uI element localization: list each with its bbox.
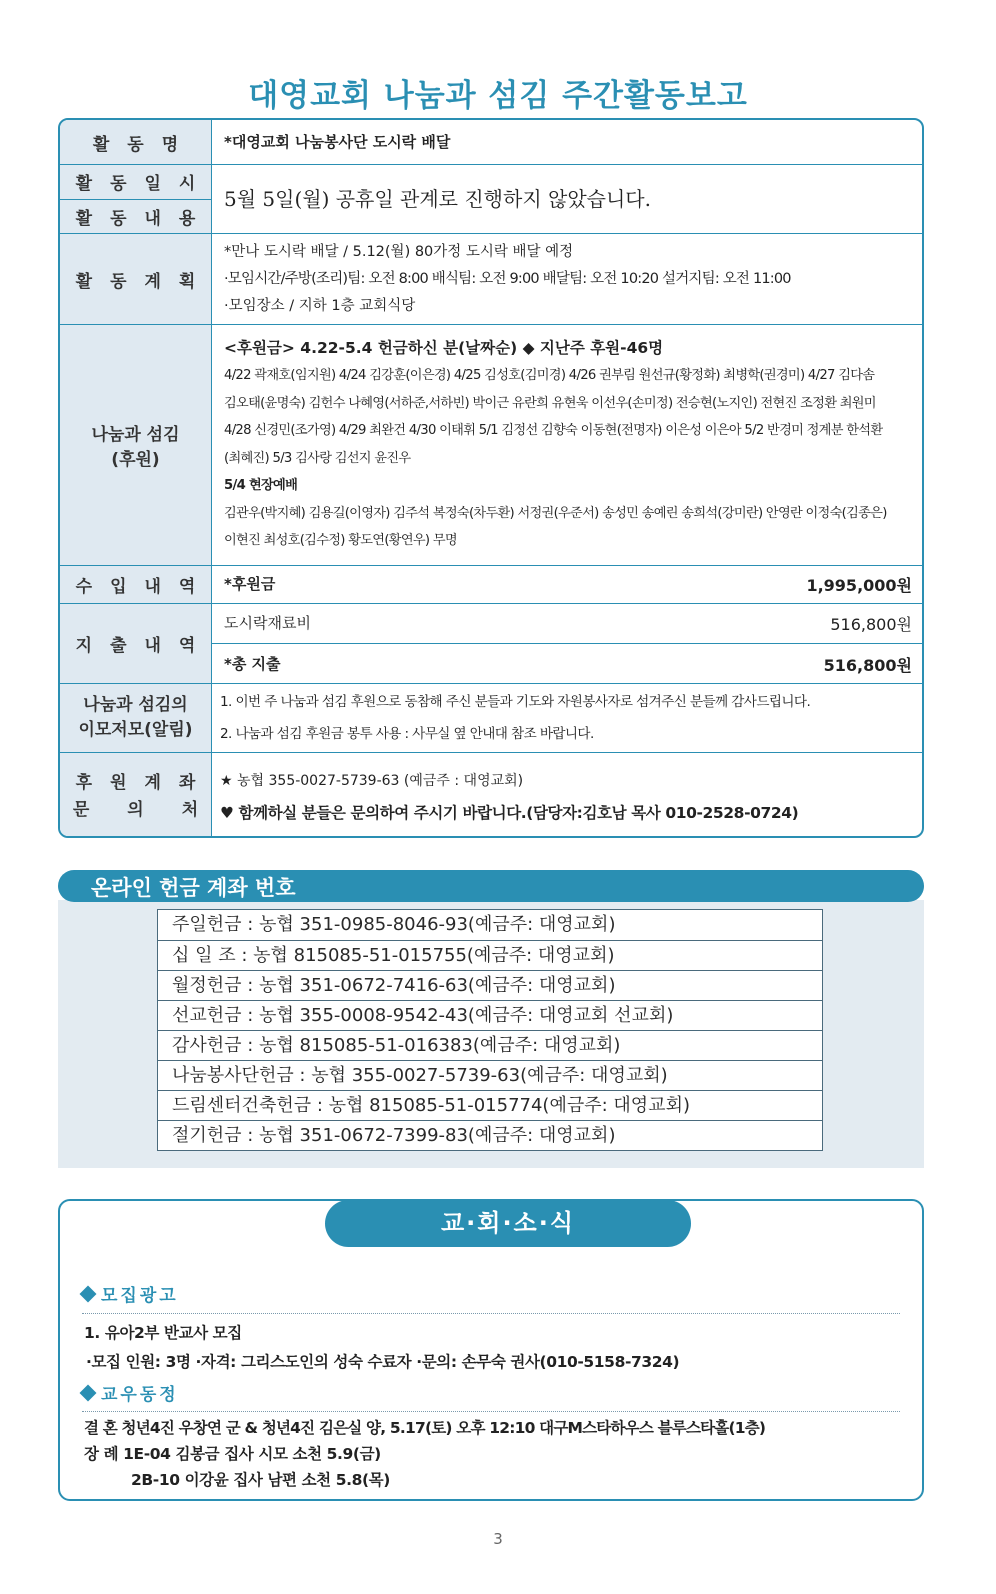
recruit-section-title — [82, 1281, 179, 1306]
date-content-row — [60, 164, 922, 233]
sharing-sub-header: 5/4 현장예배 — [224, 478, 298, 493]
online-accounts-title: 온라인 헌금 계좌 번호 — [91, 876, 296, 900]
plan-line-1: *만나 도시락 배달 / 5.12(월) 80가정 도시락 배달 예정 — [224, 243, 574, 260]
account-row-1: 주일헌금 : 농협 351-0985-8046-93(예금주: 대영교회) — [172, 914, 616, 935]
account-row-8: 절기헌금 : 농협 351-0672-7399-83(예금주: 대영교회) — [158, 1120, 822, 1150]
sharing-line-3: 4/28 신경민(조가영) 4/29 최완건 4/30 이태휘 5/1 김정선 김향숙 이동현(전명자) 이은성 이은아 5/2 반경미 정계분 한석환 — [224, 423, 883, 438]
diamond-icon — [80, 1385, 97, 1402]
sharing-line-2: 김오태(윤명숙) 김헌수 나혜영(서하준,서하빈) 박이근 유란희 유현욱 이선우(손미정) 전승현(노지인) 전현진 조정환 최원미 — [224, 395, 876, 411]
inquiry-label: 문의처 — [72, 799, 237, 820]
activity-name-value: *대영교회 나눔봉사단 도시락 배달 — [224, 132, 451, 151]
sharing-line-1: 4/22 곽재호(임지원) 4/24 김강훈(이은경) 4/25 김성호(김미경) 4/26 권부림 원선규(황정화) 최병학(권경미) 4/27 김다솜 — [224, 368, 875, 383]
members-title-text: 교우동정 — [101, 1385, 179, 1405]
online-accounts-table — [157, 909, 823, 1151]
activity-name-row — [60, 120, 922, 164]
account-row-7: 드림센터건축헌금 : 농협 815085-51-015774(예금주: 대영교회) — [158, 1090, 822, 1120]
sharing-line-4: (최혜진) 5/3 김사랑 김선지 윤진우 — [224, 450, 411, 466]
diamond-icon — [80, 1286, 97, 1303]
notice-label-2: 이모저모(알림) — [78, 720, 193, 740]
sharing-row — [60, 324, 922, 565]
content-label: 활동내용 — [75, 208, 214, 229]
account-row — [60, 752, 922, 838]
account-row-2: 십 일 조 : 농협 815085-51-015755(예금주: 대영교회) — [158, 940, 822, 970]
account-value: ★ 농협 355-0027-5739-63 (예금주 : 대영교회) — [220, 772, 524, 789]
funeral-notice-2: 2B-10 이강윤 집사 남편 소천 5.8(목) — [131, 1471, 390, 1489]
plan-line-2: ·모임시간/주방(조리)팀: 오전 8:00 배식팀: 오전 9:00 배달팀: 오전 10:20 설거지팀: 오전 11:00 — [224, 270, 791, 287]
income-item: *후원금 — [224, 575, 276, 593]
income-amount: 1,995,000원 — [806, 576, 912, 595]
expense-amount: 516,800원 — [830, 615, 912, 634]
expense-label: 지출내역 — [75, 636, 214, 656]
church-news-tab: 교·회·소·식 — [325, 1200, 691, 1247]
inquiry-value: ♥ 함께하실 분들은 문의하여 주시기 바랍니다.(담당자:김호남 목사 010-2528-0724) — [220, 803, 799, 822]
plan-line-3: ·모임장소 / 지하 1층 교회식당 — [224, 297, 416, 314]
account-label: 후원계좌 — [75, 772, 214, 793]
sharing-line-6: 이현진 최성호(김수정) 황도연(황연우) 무명 — [224, 533, 457, 548]
notice-line-1: 1. 이번 주 나눔과 섬김 후원으로 동참해 주신 분들과 기도와 자원봉사자로 섬겨주신 분들께 감사드립니다. — [220, 694, 811, 710]
recruit-item: 1. 유아2부 반교사 모집 — [84, 1324, 242, 1342]
sharing-label-1: 나눔과 섬김 — [91, 425, 180, 445]
expense-total-amount: 516,800원 — [823, 655, 912, 675]
page-number: 3 — [493, 1530, 503, 1548]
date-label: 활동일시 — [75, 174, 214, 195]
plan-row — [60, 233, 922, 324]
funeral-notice-1: 장 례 1E-04 김봉금 집사 시모 소천 5.9(금) — [84, 1445, 381, 1463]
recruit-title-text: 모집광고 — [101, 1286, 179, 1306]
sharing-label-2: (후원) — [111, 450, 160, 470]
sharing-header: <후원금> 4.22-5.4 헌금하신 분(날짜순) ◆ 지난주 후원-46명 — [224, 339, 664, 357]
notice-line-2: 2. 나눔과 섬김 후원금 봉투 사용 : 사무실 옆 안내대 참조 바랍니다. — [220, 726, 594, 742]
expense-total-item: *총 지출 — [224, 654, 281, 673]
notice-row — [60, 683, 922, 752]
page-title: 대영교회 나눔과 섬김 주간활동보고 — [248, 78, 748, 114]
members-section-title — [82, 1380, 179, 1405]
activity-name-label: 활동명 — [92, 134, 197, 155]
expense-row — [60, 603, 922, 683]
income-row — [60, 565, 922, 603]
account-row-6: 나눔봉사단헌금 : 농협 355-0027-5739-63(예금주: 대영교회) — [158, 1060, 822, 1090]
wedding-notice: 결 혼 청년4진 우창연 군 & 청년4진 김은실 양, 5.17(토) 오후 12:10 대구M스타하우스 블루스타홀(1층) — [84, 1419, 766, 1437]
plan-label: 활동계획 — [75, 271, 214, 292]
divider — [82, 1313, 900, 1314]
activity-report-table — [58, 118, 924, 838]
account-row-4: 선교헌금 : 농협 355-0008-9542-43(예금주: 대영교회 선교회) — [158, 1000, 822, 1030]
expense-item: 도시락재료비 — [224, 614, 311, 632]
date-content-value: 5월 5일(월) 공휴일 관계로 진행하지 않았습니다. — [224, 186, 651, 211]
recruit-detail: ·모집 인원: 3명 ·자격: 그리스도인의 성숙 수료자 ·문의: 손무숙 권사(010-5158-7324) — [86, 1353, 680, 1371]
divider — [82, 1411, 900, 1412]
notice-label-1: 나눔과 섬김의 — [83, 695, 188, 715]
sharing-line-5: 김관우(박지혜) 김용길(이영자) 김주석 복정숙(차두환) 서정권(우준서) 송성민 송예린 송희석(강미란) 안영란 이정숙(김종은) — [224, 505, 887, 521]
income-label: 수입내역 — [75, 577, 214, 597]
online-accounts-header — [58, 870, 924, 902]
account-row-3: 월정헌금 : 농협 351-0672-7416-63(예금주: 대영교회) — [158, 970, 822, 1000]
account-row-5: 감사헌금 : 농협 815085-51-016383(예금주: 대영교회) — [158, 1030, 822, 1060]
